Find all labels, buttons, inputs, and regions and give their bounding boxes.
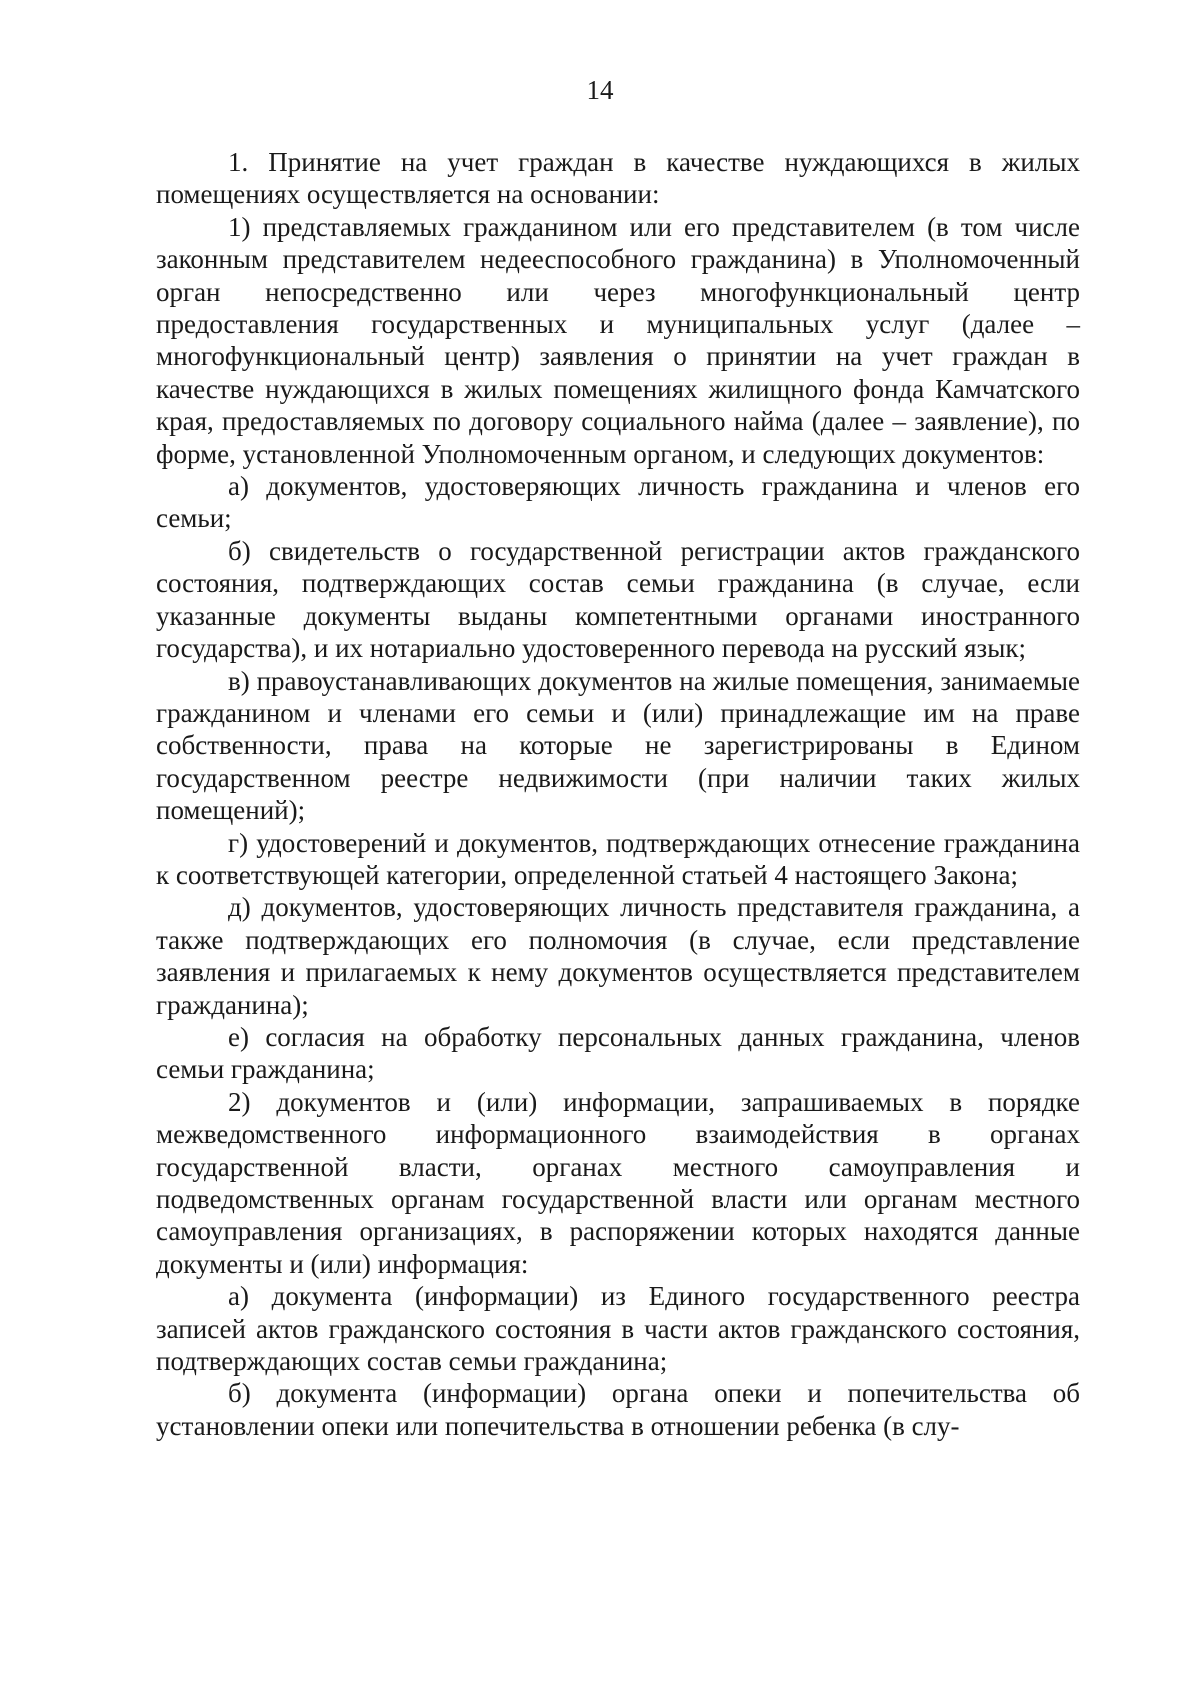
paragraph-1-1-v: в) правоустанавливающих документов на жилые помещения, занимаемые гражданином и членами его семьи и (или) принадлежащие им на праве собственности, права на которые не зарегистрированы в Едином государственном реестре недвижимости (при наличии таких жилых помещений); — [156, 665, 1080, 826]
document-body — [156, 146, 1080, 1442]
paragraph-1: 1. Принятие на учет граждан в качестве нуждающихся в жилых помещениях осуществляется на основании: — [156, 147, 1080, 210]
paragraph-1-2-b: б) документа (информации) органа опеки и попечительства об установлении опеки или попечительства в отношении ребенка (в слу- — [156, 1378, 1080, 1441]
paragraph-1-1-d: д) документов, удостоверяющих личность представителя гражданина, а также подтверждающих его полномочия (в случае, если представление заявления и прилагаемых к нему документов осуществляется представителем гражданина); — [156, 892, 1080, 1020]
paragraph-1-1-b: б) свидетельств о государственной регистрации актов гражданского состояния, подтверждающих состав семьи гражданина (в случае, если указанные документы выданы компетентными органами иностранного государства), и их нотариально удостоверенного перевода на русский язык; — [156, 535, 1080, 664]
paragraph-1-2-a: а) документа (информации) из Единого государственного реестра записей актов гражданского состояния в части актов гражданского состояния, подтверждающих состав семьи гражданина; — [156, 1281, 1080, 1377]
paragraph-1-1-a: а) документов, удостоверяющих личность гражданина и членов его семьи; — [156, 471, 1080, 534]
paragraph-1-2: 2) документов и (или) информации, запрашиваемых в порядке межведомственного информационного взаимодействия в органах государственной власти, органах местного самоуправления и подведомственных органам государственной власти или органам местного самоуправления организациях, в распоряжении которых находятся данные документы и (или) информация: — [156, 1086, 1080, 1279]
page-number: 14 — [586, 75, 614, 105]
paragraph-1-1: 1) представляемых гражданином или его представителем (в том числе законным представителем недееспособного гражданина) в Уполномоченный орган непосредственно или через многофункциональный центр предоставления государственных и муниципальных услуг (далее – многофункциональный центр) заявления о принятии на учет граждан в качестве нуждающихся в жилых помещениях жилищного фонда Камчатского края, предоставляемых по договору социального найма (далее – заявление), по форме, установленной Уполномоченным органом, и следующих документов: — [156, 211, 1080, 469]
paragraph-1-1-e: е) согласия на обработку персональных данных гражданина, членов семьи гражданина; — [156, 1021, 1080, 1085]
paragraph-1-1-g: г) удостоверений и документов, подтверждающих отнесение гражданина к соответствующей категории, определенной статьей 4 настоящего Закона; — [156, 827, 1080, 890]
